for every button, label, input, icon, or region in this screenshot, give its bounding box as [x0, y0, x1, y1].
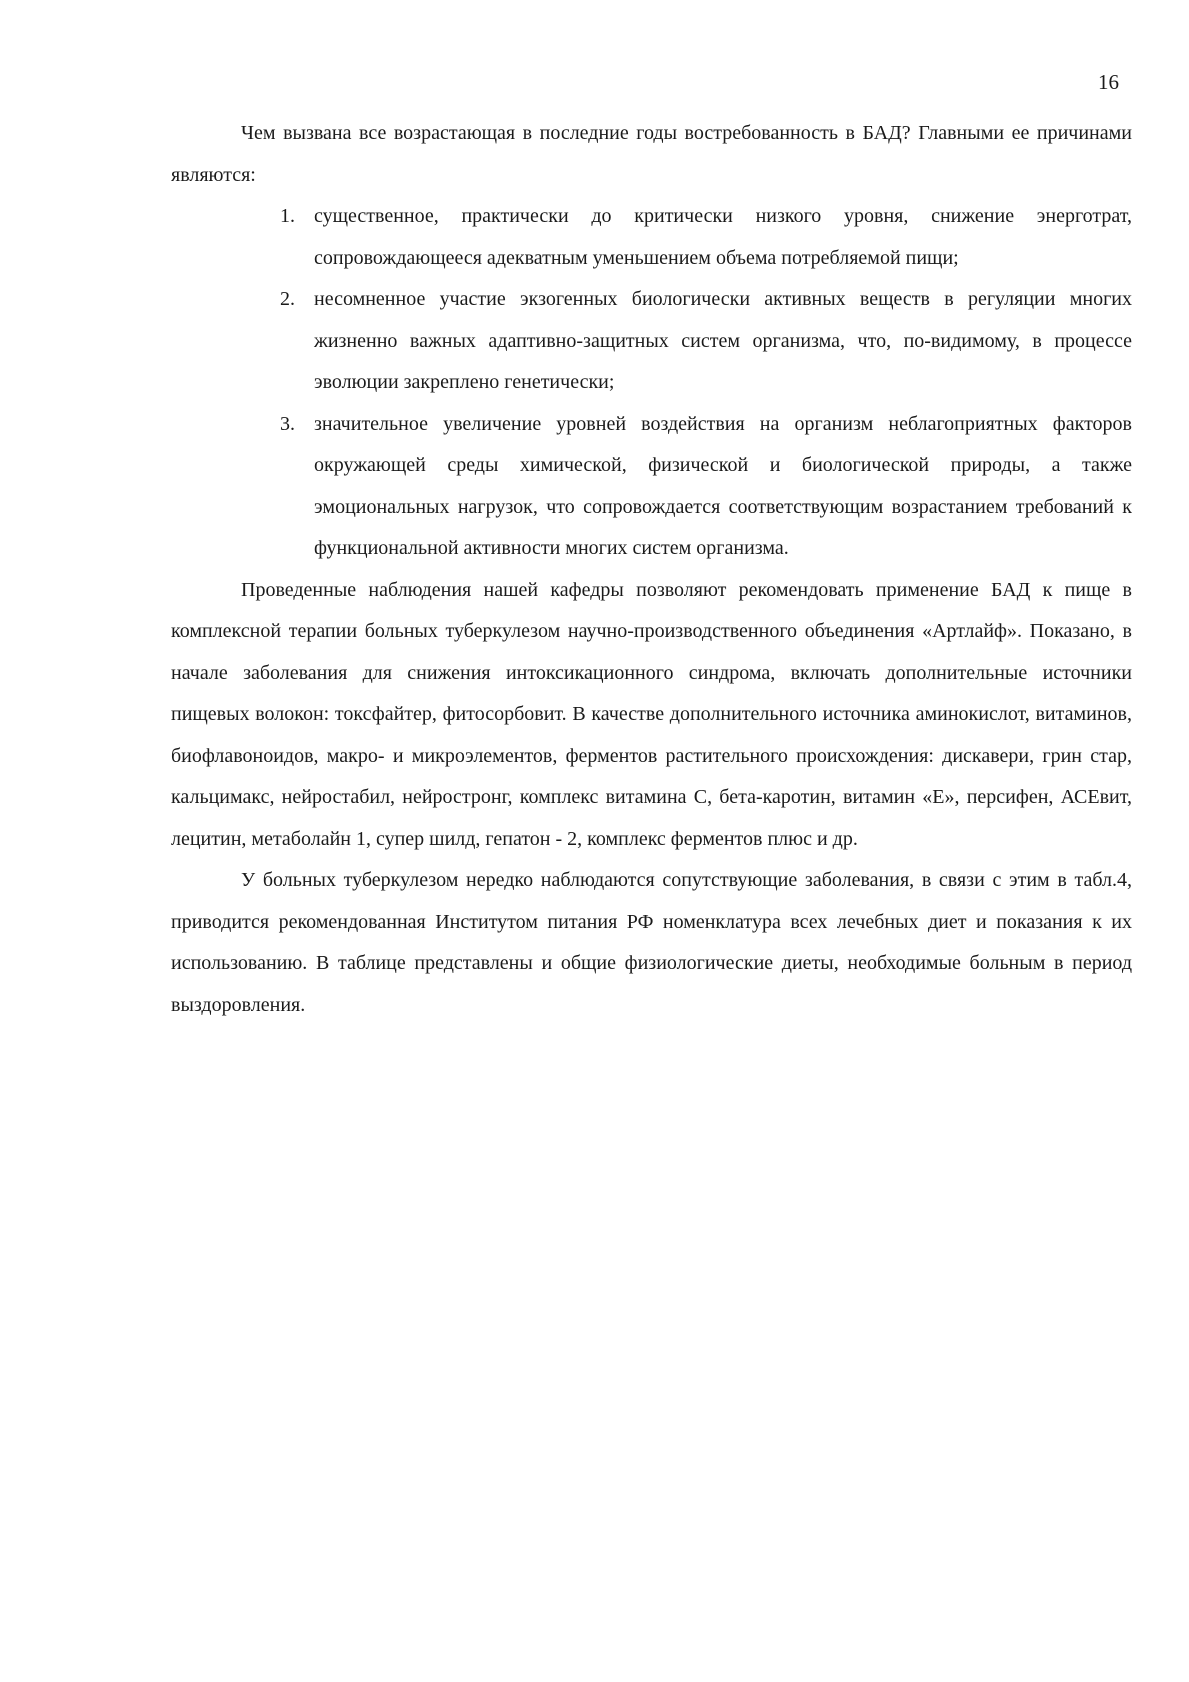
- list-item: [280, 404, 1132, 570]
- list-item-number: 2.: [280, 288, 295, 310]
- list-item-number: 3.: [280, 412, 295, 435]
- recommendations-paragraph: Проведенные наблюдения нашей кафедры позволяют рекомендовать применение БАД к пище в комплексной терапии больных туберкулезом научно-производственного объединения «Артлайф». Показано, в начале заболевания для снижения интоксикационного синдрома, включать дополнительные источники пищевых волокон: токсфайтер, фитосорбовит. В качестве дополнительного источника аминокислот, витаминов, биофлавоноидов, макро- и микроэлементов, ферментов растительного происхождения: дискавери, грин стар, кальцимакс, нейростабил, нейростронг, комплекс витамина С, бета-каротин, витамин «Е», персифен, АСЕвит, лецитин, метаболайн 1, супер шилд, гепатон - 2, комплекс ферментов плюс и др.: [171, 578, 1132, 850]
- list-item-text: значительное увеличение уровней воздействия на организм неблагоприятных факторов окружающей среды химической, физической и биологической природы, а также эмоциональных нагрузок, что сопровождается соответствующим возрастанием требований к функциональной активности многих систем организма.: [314, 412, 1132, 559]
- list-item-text: существенное, практически до критически низкого уровня, снижение энерготрат, сопровождающееся адекватным уменьшением объема потребляемой пищи;: [314, 205, 1132, 269]
- page-content: [171, 113, 1132, 1026]
- reasons-list: [171, 196, 1132, 570]
- list-item-text: несомненное участие экзогенных биологически активных веществ в регуляции многих жизненно важных адаптивно-защитных систем организма, что, по-видимому, в процессе эволюции закреплено генетически;: [314, 288, 1132, 393]
- list-item: [280, 279, 1132, 404]
- page-number: 16: [1098, 70, 1119, 94]
- diets-paragraph: У больных туберкулезом нередко наблюдаются сопутствующие заболевания, в связи с этим в табл.4, приводится рекомендованная Институтом питания РФ номенклатура всех лечебных диет и показания к их использованию. В таблице представлены и общие физиологические диеты, необходимые больным в период выздоровления.: [171, 869, 1132, 1016]
- list-item-number: 1.: [280, 205, 295, 227]
- list-item: [280, 196, 1132, 279]
- intro-paragraph: Чем вызвана все возрастающая в последние годы востребованность в БАД? Главными ее причинами являются:: [171, 122, 1132, 186]
